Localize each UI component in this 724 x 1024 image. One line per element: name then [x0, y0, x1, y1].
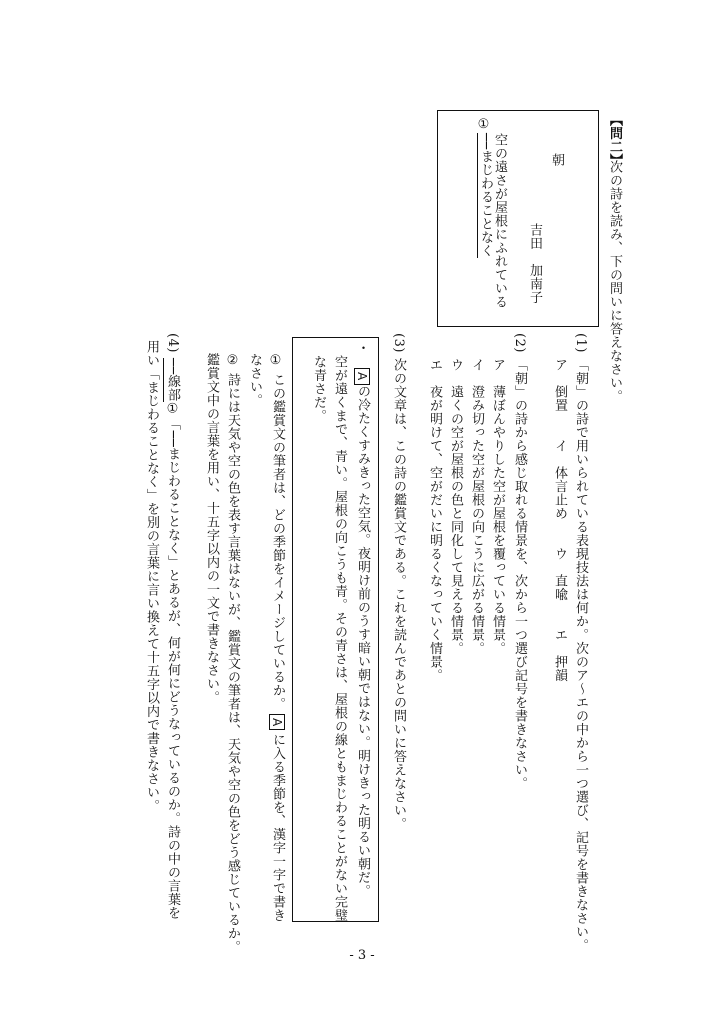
q3-sub1-number: ①: [268, 353, 283, 369]
q4-line-2: 用い「まじわることなく」を別の言葉に言い換えて十五字以内で書きなさい。: [144, 340, 159, 813]
poem-title: 朝: [549, 153, 564, 167]
q4-number: (4): [165, 333, 180, 353]
poem-line-2-underlined: ──まじわることなく: [478, 133, 493, 258]
q3-text: 次の文章は、この詩の鑑賞文である。これを読んであとの問いに答えなさい。: [391, 358, 406, 831]
appreciation-line-1-text: の冷たくすみきった空気。夜明け前のうす暗い朝ではない。明けきった明るい朝だ。: [355, 384, 370, 898]
q1-choices: ア 倒置 イ 体言止め ウ 直喩 エ 押韻: [552, 358, 567, 682]
q4-underline-label: ──線部: [165, 358, 180, 402]
q3-sub2-line-1: 詩には天気や空の色を表す言葉はないが、鑑賞文の筆者は、天気や空の色をどう感じているか。: [225, 373, 240, 954]
poem-line-1: 空の遠さが屋根にふれている: [492, 133, 507, 309]
appreciation-line-2: 空が遠くまで、青い。屋根の向こうも青。その青さは、屋根の線ともまじわることがない完璧: [332, 355, 347, 922]
question-label: 【問二】: [607, 113, 622, 167]
q2-choice-e: エ 夜が明けて、空がだいに明るくなっていく情景。: [427, 358, 442, 682]
q4-line-1: [166, 358, 179, 920]
q2-choice-u: ウ 遠くの空が屋根の色と同化して見える情景。: [448, 358, 463, 655]
appreciation-line-3: な青さだ。: [311, 355, 326, 423]
page-number: - 3 -: [349, 948, 375, 963]
q3-sub2-number: ②: [225, 353, 240, 369]
poem-author: 吉田 加南子: [527, 223, 542, 304]
q4-text-a: 「──まじわることなく」とあるが、何が何にどうなっているのか。詩の中の言葉を: [165, 417, 180, 920]
q3-sub1-text-a: この鑑賞文の筆者は、どの季節をイメージしているか。: [270, 373, 285, 711]
poem-box: [437, 110, 599, 327]
q1-number: (1): [573, 333, 588, 353]
underline-marker-1: ①: [476, 117, 491, 133]
q3-sub1-line-2: なさい。: [247, 353, 262, 407]
q2-number: (2): [512, 333, 527, 353]
q3-sub2-line-2: 鑑賞文中の言葉を用い、十五字以内の一文で書きなさい。: [204, 353, 219, 704]
q2-choice-i: イ 澄み切った空が屋根の向こうに広がる情景。: [469, 358, 484, 655]
q1-text: 「朝」の詩で用いられている表現技法は何か。次のア～エの中から一つ選び、記号を書きなさい。: [573, 358, 588, 952]
appreciation-box: [292, 337, 379, 922]
q2-choice-a: ア 薄ぼんやりした空が屋根を覆っている情景。: [490, 358, 505, 655]
blank-box-a-ref: A: [269, 714, 285, 731]
question-instruction: 次の詩を読み、下の問いに答えなさい。: [607, 160, 622, 403]
appreciation-line-1: [354, 368, 370, 898]
blank-box-a: A: [354, 368, 370, 385]
appreciation-bullet: ・: [354, 341, 369, 355]
q3-sub1-line-1: [269, 373, 285, 922]
q3-number: (3): [391, 333, 406, 353]
q3-sub1-text-b: に入る季節を、漢字一字で書き: [270, 733, 285, 923]
underline-marker-1-ref: ①: [165, 401, 180, 418]
q2-text: 「朝」の詩から感じ取れる情景を、次から一つ選び記号を書きなさい。: [512, 358, 527, 790]
